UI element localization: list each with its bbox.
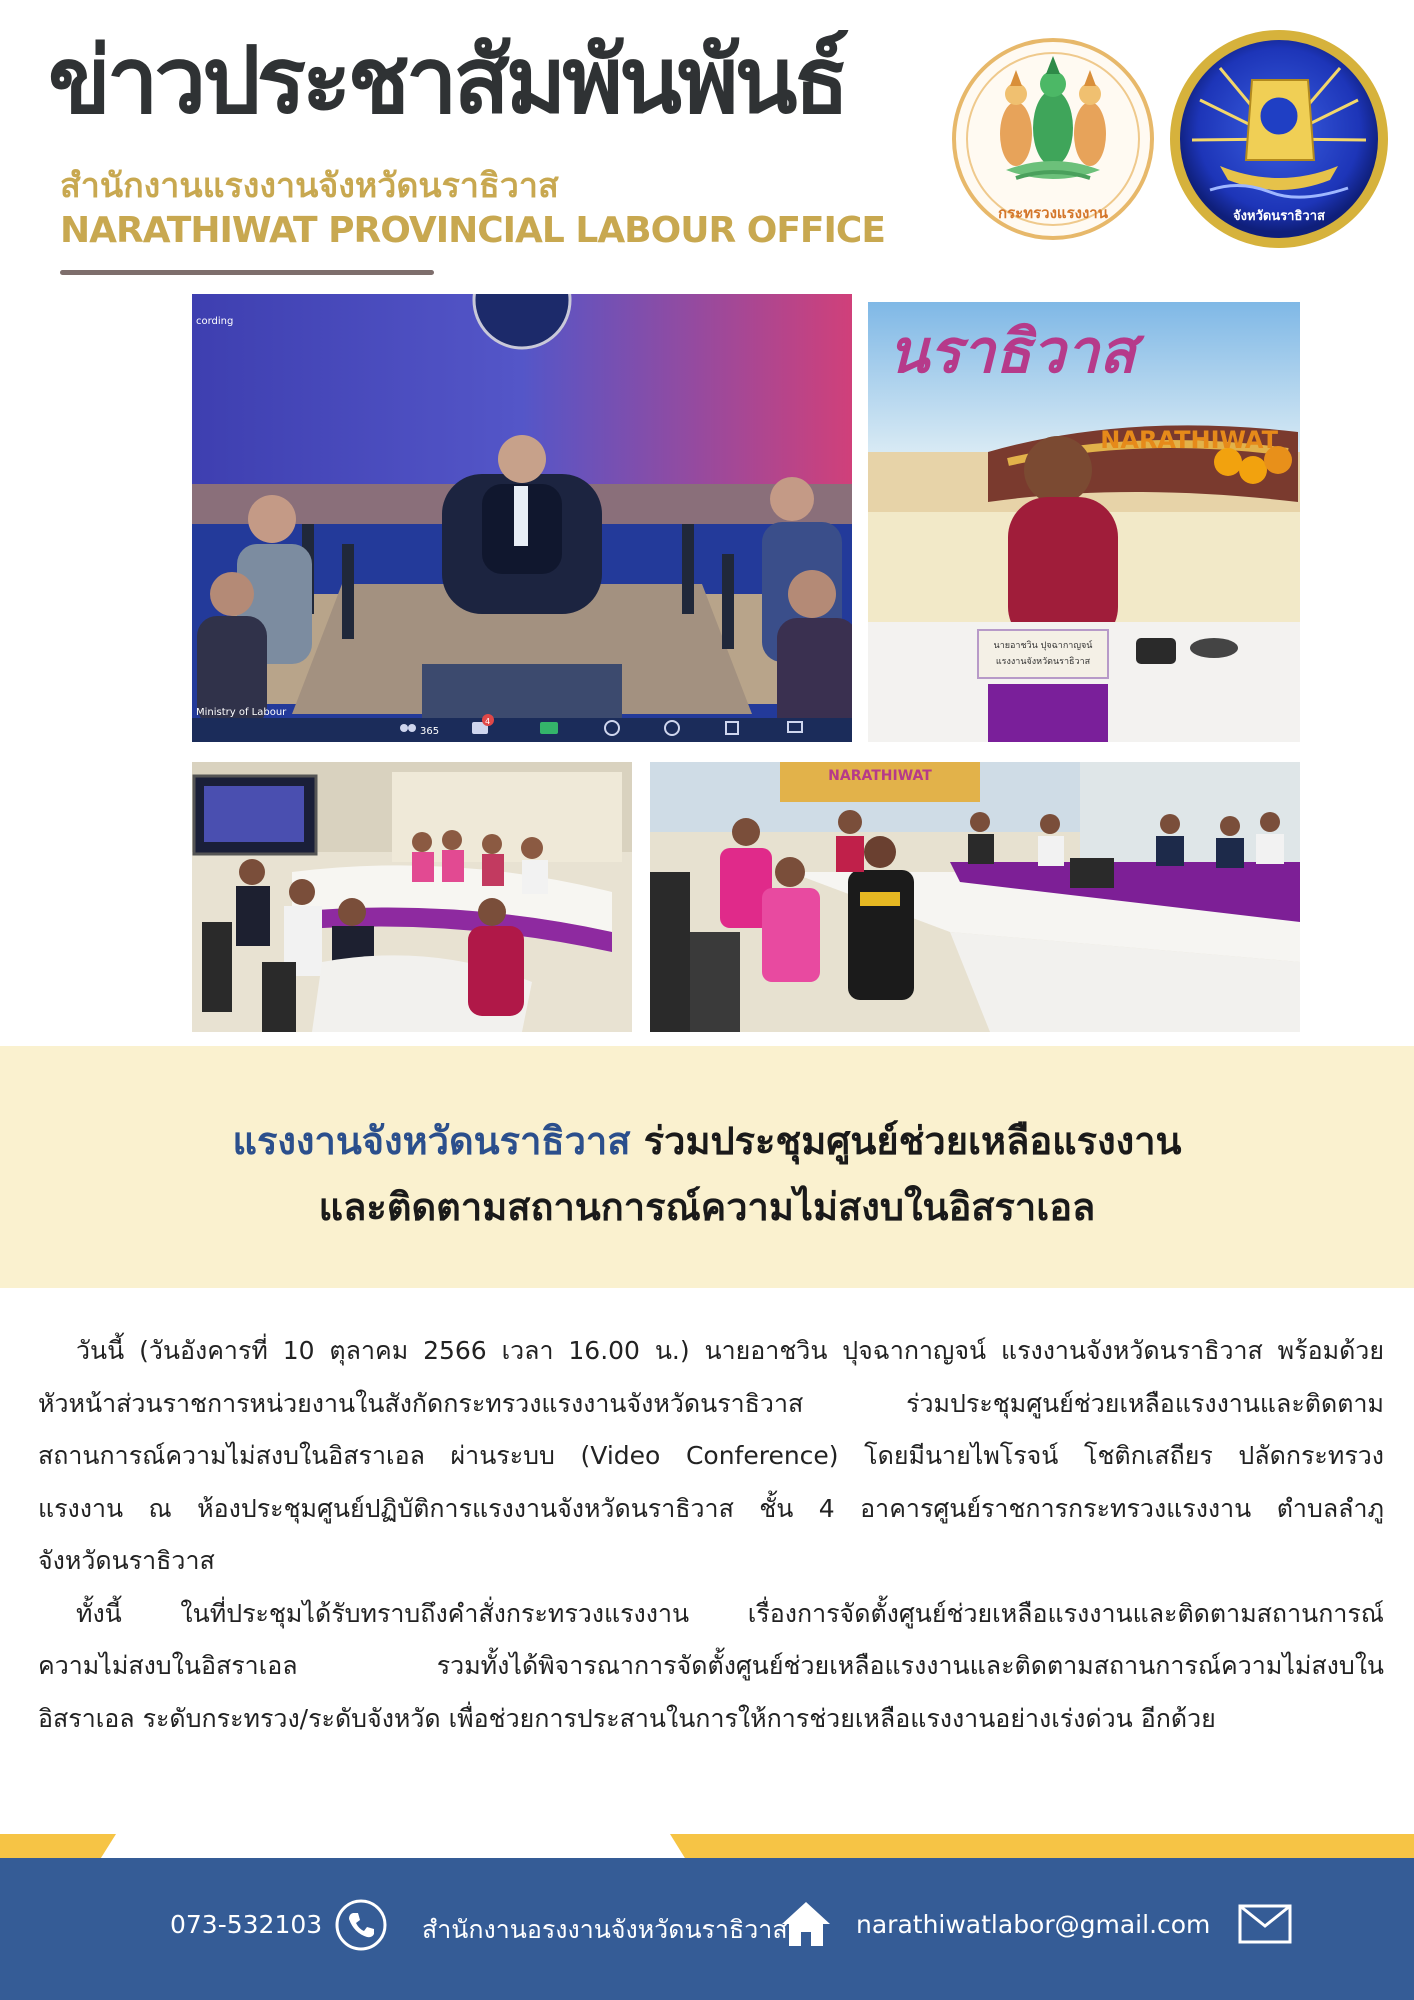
video-conference-photo bbox=[192, 294, 852, 742]
paragraph-1-line-5: จังหวัดนราธิวาส bbox=[38, 1546, 215, 1575]
mail-icon bbox=[1238, 1904, 1292, 1944]
backdrop-word: NARATHIWAT bbox=[1100, 426, 1278, 454]
nameplate-title: แรงงานจังหวัดนราธิวาส bbox=[995, 657, 1091, 667]
paragraph-1-line-3: สถานการณ์ความไม่สงบในอิสราเอล ผ่านระบบ (Video Conference) โดยมีนายไพโรจน์ โชติกเสถียร ปลัดกระทรวง bbox=[38, 1441, 1384, 1470]
footer-bar bbox=[0, 1858, 1414, 2000]
room-banner-text: NARATHIWAT bbox=[828, 768, 932, 784]
paragraph-1 bbox=[38, 1325, 1384, 1588]
paragraph-2-line-3: อิสราเอล ระดับกระทรวง/ระดับจังหวัด เพื่อช่วยการประสานในการให้การช่วยเหลือแรงงานอย่างเร่งด่วน อีกด้วย bbox=[38, 1703, 1216, 1733]
footer-accent-right bbox=[670, 1834, 1414, 1858]
headline-line-2: และติดตามสถานการณ์ความไม่สงบในอิสราเอล bbox=[318, 1185, 1096, 1229]
headline-rest: ร่วมประชุมศูนย์ช่วยเหลือแรงงาน bbox=[630, 1119, 1182, 1163]
office-name-thai: สำนักงานแรงงานจังหวัดนราธิวาส bbox=[60, 166, 559, 206]
ministry-of-labour-logo bbox=[952, 38, 1154, 240]
footer-accent-left bbox=[0, 1834, 116, 1858]
backdrop-province-script: นราธิวาส bbox=[888, 317, 1136, 387]
office-name-english: NARATHIWAT PROVINCIAL LABOUR OFFICE bbox=[60, 210, 885, 251]
nameplate-name: นายอาชวิน ปุจฉากาญจน์ bbox=[993, 641, 1093, 651]
paragraph-2-line-2: ความไม่สงบในอิสราเอล รวมทั้งได้พิจารณาการจัดตั้งศูนย์ช่วยเหลือแรงงานและติดตามสถานการณ์ความไม่สงบใน bbox=[38, 1651, 1384, 1680]
page-title: ข่าวประชาสัมพันพันธ์ bbox=[48, 27, 846, 134]
footer-phone[interactable]: 073-532103 bbox=[170, 1910, 323, 1939]
chat-badge: 4 bbox=[485, 717, 491, 726]
article-body bbox=[38, 1325, 1384, 1745]
sailboat-icon bbox=[1192, 68, 1366, 197]
paragraph-1-line-2: หัวหน้าส่วนราชการหน่วยงานในสังกัดกระทรวงแรงงานจังหวัดนราธิวาส ร่วมประชุมศูนย์ช่วยเหลือแรงงานและติดตาม bbox=[38, 1388, 1384, 1418]
province-seal-caption: จังหวัดนราธิวาส bbox=[1233, 209, 1325, 224]
narathiwat-province-seal bbox=[1170, 30, 1388, 248]
deity-figures-icon bbox=[1000, 56, 1106, 179]
paragraph-1-line-4: แรงงาน ณ ห้องประชุมศูนย์ปฏิบัติการแรงงานจังหวัดนราธิวาส ชั้น 4 อาคารศูนย์ราชการกระทรวงแรงงาน ตำบลลำภู bbox=[38, 1493, 1384, 1523]
headline-highlight: แรงงานจังหวัดนราธิวาส bbox=[232, 1119, 631, 1163]
footer-email[interactable]: narathiwatlabor@gmail.com bbox=[856, 1910, 1211, 1939]
ministry-logo-caption: กระทรวงแรงงาน bbox=[998, 204, 1108, 222]
footer-office: สำนักงานอรงงานจังหวัดนราธิวาส bbox=[422, 1915, 788, 1944]
paragraph-2-line-1: ทั้งนี้ ในที่ประชุมได้รับทราบถึงคำสั่งกระทรวงแรงงาน เรื่องการจัดตั้งศูนย์ช่วยเหลือแรงงานและติดตามสถานการณ์ bbox=[76, 1598, 1384, 1628]
phone-icon bbox=[334, 1898, 388, 1952]
ministry-label: Ministry of Labour bbox=[196, 707, 287, 718]
paragraph-1-line-1: วันนี้ (วันอังคารที่ 10 ตุลาคม 2566 เวลา 16.00 น.) นายอาชวิน ปุจฉากาญจน์ แรงงานจังหวัดนราธิวาส พร้อมด้วย bbox=[76, 1336, 1384, 1365]
home-icon bbox=[780, 1898, 832, 1950]
meeting-room-photo bbox=[192, 762, 632, 1032]
title-underline bbox=[60, 270, 434, 275]
headline-line-1 bbox=[0, 1110, 1414, 1171]
share-screen-icon bbox=[540, 722, 558, 734]
participant-count: 365 bbox=[420, 726, 440, 737]
meeting-table-photo bbox=[650, 762, 1300, 1032]
labour-officer-photo bbox=[868, 302, 1300, 742]
paragraph-2 bbox=[38, 1588, 1384, 1746]
recording-label: cording bbox=[196, 316, 234, 327]
